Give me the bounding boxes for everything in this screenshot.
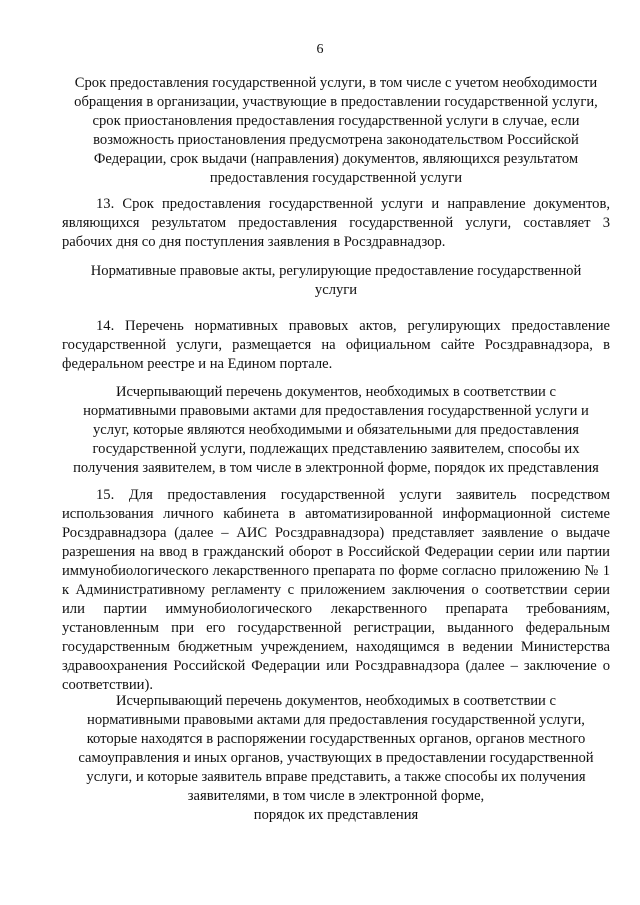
heading-line: государственной услуги, подлежащих представлению заявителем, способы их (92, 441, 580, 457)
section-heading-optional-documents (62, 692, 610, 825)
paragraph-15: 15. Для предоставления государственной услуги заявитель посредством использования личного кабинета в автоматизированной информационной системе Росздравнадзора (далее – АИС Росздравнадзора) представляет заявление о выдаче разрешения на ввод в гражданский оборот в Российской Федерации серии или партии иммунобиологического лекарственного препарата по форме согласно приложению № 1 к Административному регламенту с приложением заключения о соответствии серии или партии иммунобиологического лекарственного препарата требованиям, установленным при его государственной регистрации, выданного федеральным государственным бюджетным учреждением, находящимся в ведении Министерства здравоохранения Российской Федерации или Росздравнадзора (далее – заключение о соответствии). (62, 487, 610, 693)
heading-line: Исчерпывающий перечень документов, необходимых в соответствии с (116, 384, 556, 400)
heading-line: самоуправления и иных органов, участвующих в предоставлении государственной (78, 750, 594, 766)
heading-line: срок приостановления предоставления государственной услуги в случае, если (92, 113, 580, 129)
heading-line: предоставления государственной услуги (209, 170, 463, 186)
heading-line: возможность приостановления предусмотрена законодательством Российской (93, 132, 579, 148)
heading-line: услуг, которые являются необходимыми и обязательными для предоставления (92, 422, 580, 438)
paragraph-14: 14. Перечень нормативных правовых актов, регулирующих предоставление государственной услуги, размещается на официальном сайте Росздравнадзора, в федеральном реестре и на Едином портале. (62, 318, 610, 372)
heading-line: Нормативные правовые акты, регулирующие предоставление государственной (90, 263, 582, 279)
section-heading-legal-acts (62, 262, 610, 300)
section-heading-required-documents (62, 383, 610, 478)
section-heading-service-term (62, 74, 610, 188)
heading-line: услуги, и которые заявитель вправе представить, а также способы их получения (86, 769, 586, 785)
heading-line: получения заявителем, в том числе в электронной форме, порядок их представления (73, 460, 599, 476)
heading-line: порядок их представления (253, 807, 419, 823)
page-number: 6 (316, 42, 324, 57)
heading-line: Исчерпывающий перечень документов, необходимых в соответствии с (116, 693, 556, 709)
paragraph-13: 13. Срок предоставления государственной услуги и направление документов, являющихся результатом предоставления государственной услуги, составляет 3 рабочих дня со дня поступления заявления в Росздравнадзор. (62, 196, 610, 250)
heading-line: заявителями, в том числе в электронной форме, (187, 788, 485, 804)
heading-line: услуги (314, 282, 358, 298)
heading-line: нормативными правовыми актами для предоставления государственной услуги, (87, 712, 585, 728)
heading-line: Федерации, срок выдачи (направления) документов, являющихся результатом (93, 151, 579, 167)
heading-line: обращения в организации, участвующие в предоставлении государственной услуги, (74, 94, 598, 110)
heading-line: которые находятся в распоряжении государственных органов, органов местного (86, 731, 586, 747)
heading-line: нормативными правовыми актами для предоставления государственной услуги и (83, 403, 589, 419)
heading-line: Срок предоставления государственной услуги, в том числе с учетом необходимости (74, 75, 598, 91)
